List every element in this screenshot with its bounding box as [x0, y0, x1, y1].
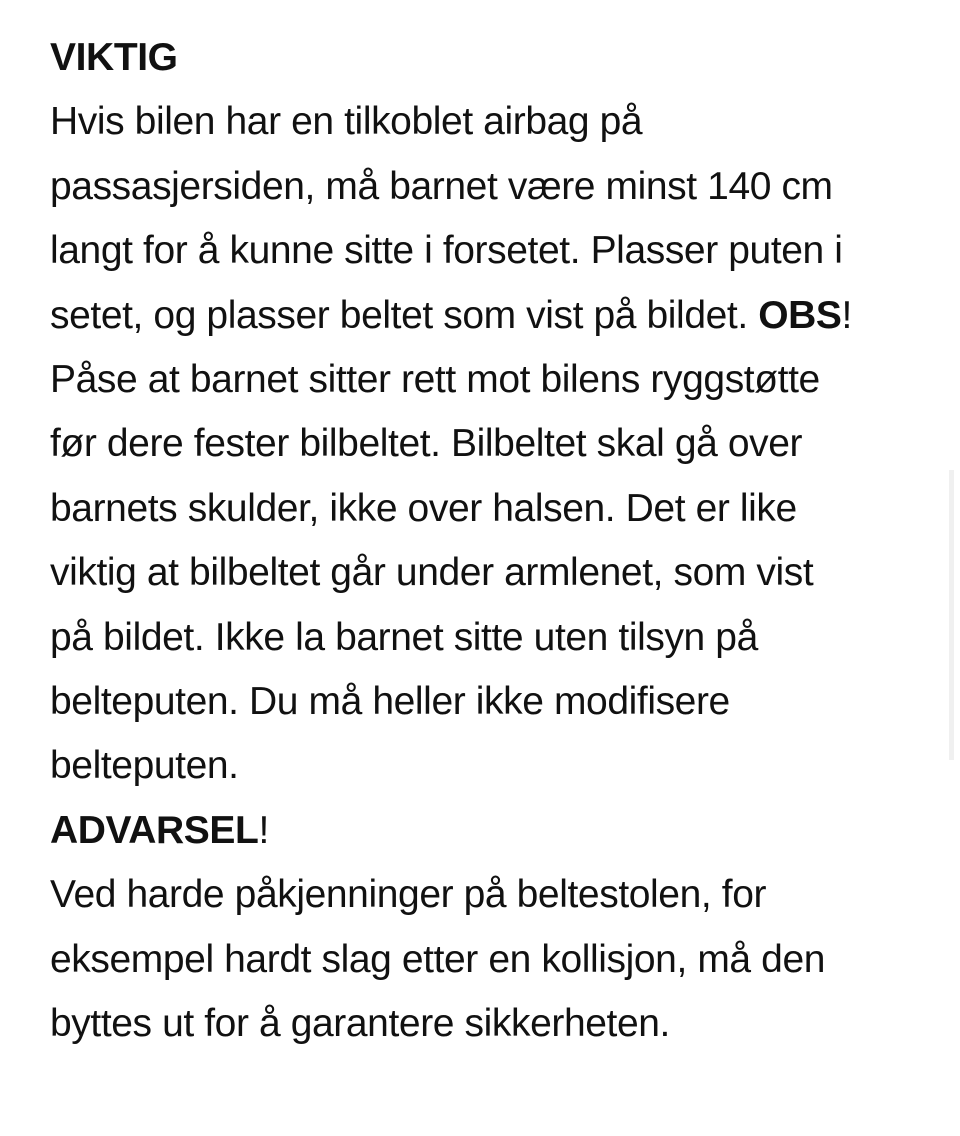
page-edge-shadow: [949, 470, 954, 760]
warning-heading: [50, 799, 930, 863]
warning-line: eksempel hardt slag etter en kollisjon, må den: [50, 937, 826, 981]
important-heading-text: VIKTIG: [50, 36, 178, 79]
obs-punct: !: [841, 293, 852, 337]
instruction-document: [50, 26, 930, 1057]
warning-line: Ved harde påkjenninger på beltestolen, for: [50, 873, 767, 917]
important-line: belteputen.: [50, 744, 239, 788]
important-paragraph: [50, 90, 930, 798]
important-line: langt for å kunne sitte i forsetet. Plasser puten i: [50, 229, 843, 273]
warning-line: byttes ut for å garantere sikkerheten.: [50, 1002, 670, 1046]
warning-heading-text: ADVARSEL: [50, 808, 259, 852]
important-line: på bildet. Ikke la barnet sitte uten tilsyn på: [50, 615, 758, 659]
important-line: viktig at bilbeltet går under armlenet, som vist: [50, 551, 814, 595]
important-line: passasjersiden, må barnet være minst 140 cm: [50, 164, 833, 208]
important-line: belteputen. Du må heller ikke modifisere: [50, 680, 730, 724]
warning-heading-line: [50, 799, 930, 863]
warning-paragraph: [50, 863, 930, 1056]
important-line: Påse at barnet sitter rett mot bilens ryggstøtte: [50, 358, 820, 402]
important-line: barnets skulder, ikke over halsen. Det er like: [50, 486, 797, 530]
obs-label: OBS: [758, 293, 842, 337]
warning-punct: !: [258, 808, 269, 852]
important-line-with-obs: [50, 284, 930, 348]
important-heading: [50, 26, 930, 90]
important-line: før dere fester bilbeltet. Bilbeltet skal gå over: [50, 422, 803, 466]
important-line: Hvis bilen har en tilkoblet airbag på: [50, 100, 643, 144]
important-line-text: setet, og plasser beltet som vist på bildet.: [50, 293, 759, 337]
